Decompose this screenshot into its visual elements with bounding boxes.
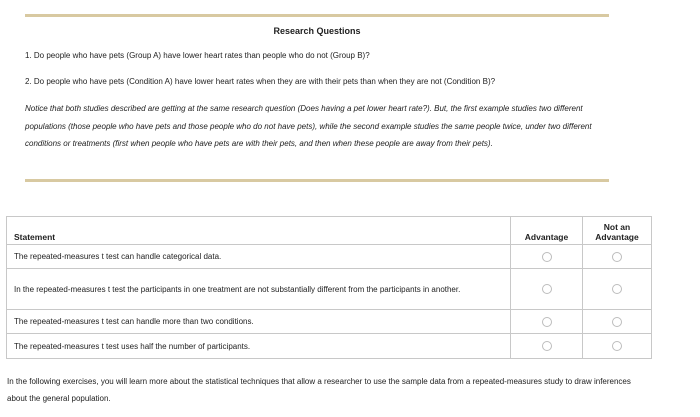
- not-advantage-radio[interactable]: [612, 252, 622, 262]
- table-row: [7, 245, 652, 269]
- research-question-1: 1. Do people who have pets (Group A) have lower heart rates than people who do not (Group B)?: [25, 51, 370, 60]
- advantage-cell: [511, 310, 583, 334]
- table-row: [7, 334, 652, 359]
- not-advantage-cell: [583, 334, 652, 359]
- not-advantage-radio[interactable]: [612, 317, 622, 327]
- not-advantage-cell: [583, 310, 652, 334]
- header-not-advantage: [583, 217, 652, 245]
- statement-cell: The repeated-measures t test can handle more than two conditions.: [7, 310, 511, 334]
- advantage-cell: [511, 269, 583, 310]
- advantage-table: [6, 216, 652, 359]
- footer-text: In the following exercises, you will learn more about the statistical techniques that allow a researcher to use the sample data from a repeated-measures study to draw inferences about the general population.: [7, 377, 631, 403]
- explanatory-note: Notice that both studies described are getting at the same research question (Does having a pet lower heart rate?). But, the first example studies two different populations (those people who have pets and those people who do not have pets), while the second example studies the same people twice, under two different conditions or treatments (first when people who have pets are with their pets, and then when these people are away from their pets).: [25, 104, 592, 148]
- header-not-advantage-line2: Advantage: [595, 232, 639, 242]
- statement-cell: The repeated-measures t test can handle categorical data.: [7, 245, 511, 269]
- bottom-divider: [25, 179, 609, 182]
- top-divider: [25, 14, 609, 17]
- not-advantage-cell: [583, 245, 652, 269]
- not-advantage-radio[interactable]: [612, 341, 622, 351]
- header-not-advantage-line1: Not an: [603, 222, 631, 232]
- table-header-row: [7, 217, 652, 245]
- advantage-radio[interactable]: [542, 252, 552, 262]
- table-row: [7, 269, 652, 310]
- advantage-cell: [511, 245, 583, 269]
- research-question-2: 2. Do people who have pets (Condition A) have lower heart rates when they are with their pets than when they are not (Condition B)?: [25, 77, 496, 86]
- advantage-cell: [511, 334, 583, 359]
- statement-cell: The repeated-measures t test uses half the number of participants.: [7, 334, 511, 359]
- section-title: Research Questions: [273, 26, 361, 36]
- header-advantage: Advantage: [511, 217, 583, 245]
- advantage-radio[interactable]: [542, 284, 552, 294]
- advantage-radio[interactable]: [542, 341, 552, 351]
- not-advantage-cell: [583, 269, 652, 310]
- table-row: [7, 310, 652, 334]
- advantage-radio[interactable]: [542, 317, 552, 327]
- statement-cell: In the repeated-measures t test the participants in one treatment are not substantially different from the participants in another.: [7, 269, 511, 310]
- not-advantage-radio[interactable]: [612, 284, 622, 294]
- header-statement: Statement: [7, 217, 511, 245]
